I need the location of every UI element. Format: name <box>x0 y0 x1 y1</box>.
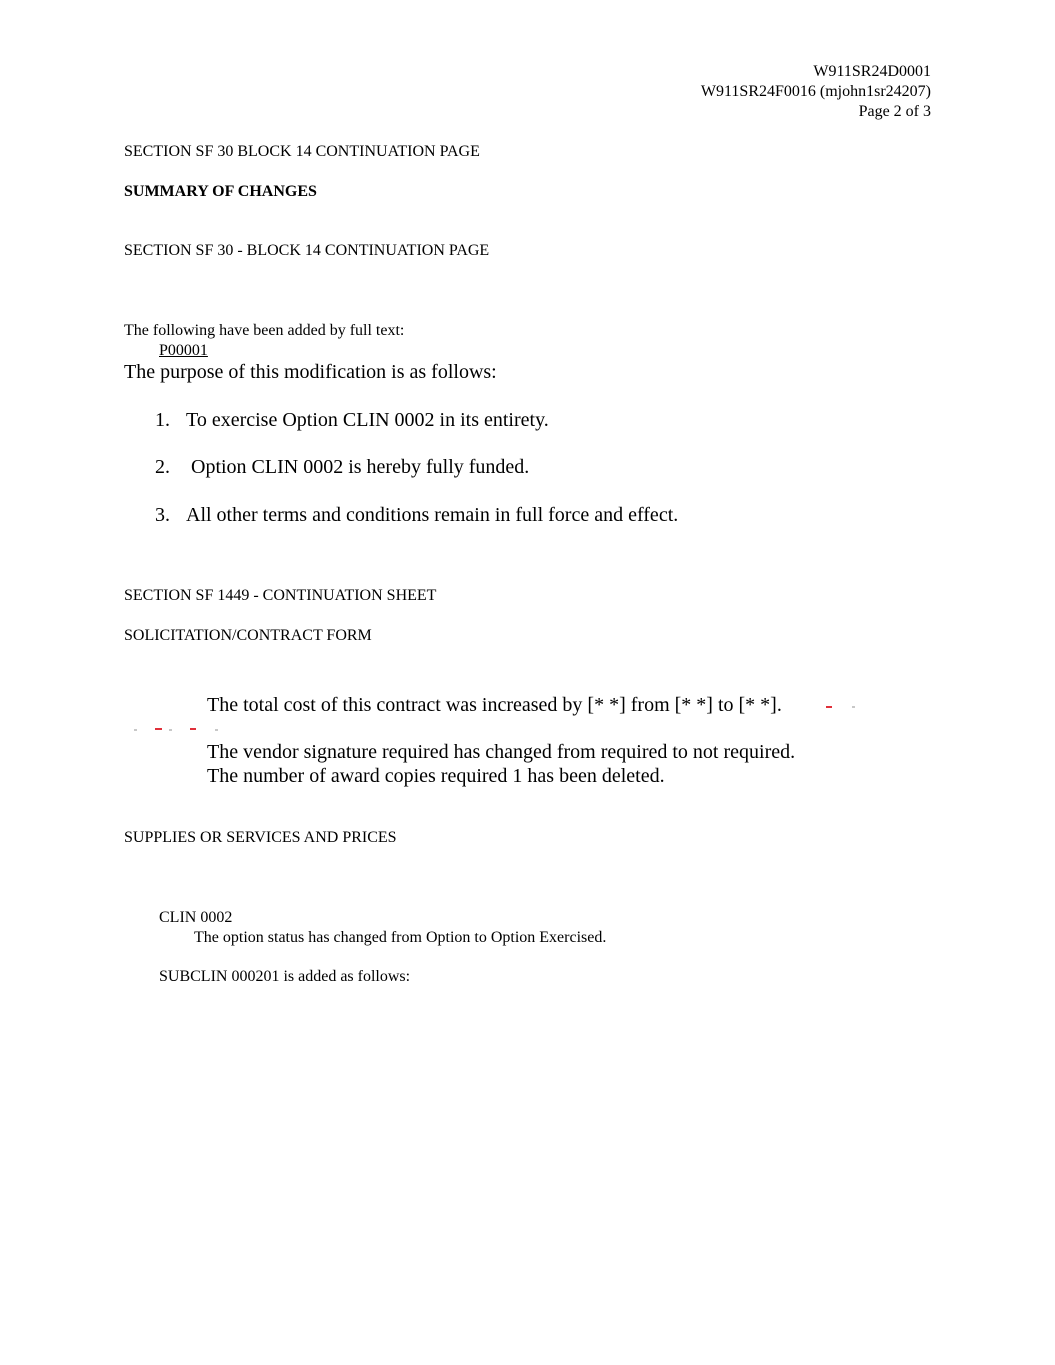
list-item-number: 1. <box>155 409 170 431</box>
form-title: SOLICITATION/CONTRACT FORM <box>124 627 372 644</box>
list-item-number: 2. <box>155 456 170 478</box>
list-item-text: To exercise Option CLIN 0002 in its entirety. <box>186 409 549 431</box>
section-title: SUPPLIES OR SERVICES AND PRICES <box>124 829 397 846</box>
vendor-signature-line: The vendor signature required has changed from required to not required. <box>207 741 796 763</box>
list-item <box>155 503 678 527</box>
section-title: SECTION SF 30 BLOCK 14 CONTINUATION PAGE <box>124 143 480 160</box>
summary-heading: SUMMARY OF CHANGES <box>124 183 317 200</box>
redaction-mark <box>852 706 855 708</box>
list-item <box>155 455 529 479</box>
redaction-mark <box>190 728 196 730</box>
modification-number: P00001 <box>159 342 208 359</box>
redaction-mark <box>134 729 137 731</box>
list-item <box>155 408 549 432</box>
order-number: W911SR24F0016 (mjohn1sr24207) <box>700 83 931 100</box>
clin-label: CLIN 0002 <box>159 909 233 926</box>
cost-change-line: The total cost of this contract was increased by [* *] from [* *] to [* *]. <box>207 694 782 716</box>
list-item-text: Option CLIN 0002 is hereby fully funded. <box>186 456 530 478</box>
section-title: SECTION SF 1449 - CONTINUATION SHEET <box>124 587 437 604</box>
list-item-number: 3. <box>155 504 170 526</box>
subclin-label: SUBCLIN 000201 is added as follows: <box>159 968 411 985</box>
list-item-text: All other terms and conditions remain in full force and effect. <box>186 504 679 526</box>
page-header <box>701 62 931 122</box>
section-subtitle: SECTION SF 30 - BLOCK 14 CONTINUATION PAGE <box>124 242 490 259</box>
added-text-label: The following have been added by full text: <box>124 322 405 339</box>
purpose-statement: The purpose of this modification is as follows: <box>124 361 497 383</box>
redaction-mark <box>215 729 218 731</box>
clin-note: The option status has changed from Option to Option Exercised. <box>194 929 607 946</box>
contract-number: W911SR24D0001 <box>813 63 931 80</box>
redaction-mark <box>826 706 832 708</box>
award-copies-line: The number of award copies required 1 has been deleted. <box>207 765 665 787</box>
redaction-mark <box>169 729 172 731</box>
page-info: Page 2 of 3 <box>858 103 931 120</box>
redaction-mark <box>155 728 162 730</box>
